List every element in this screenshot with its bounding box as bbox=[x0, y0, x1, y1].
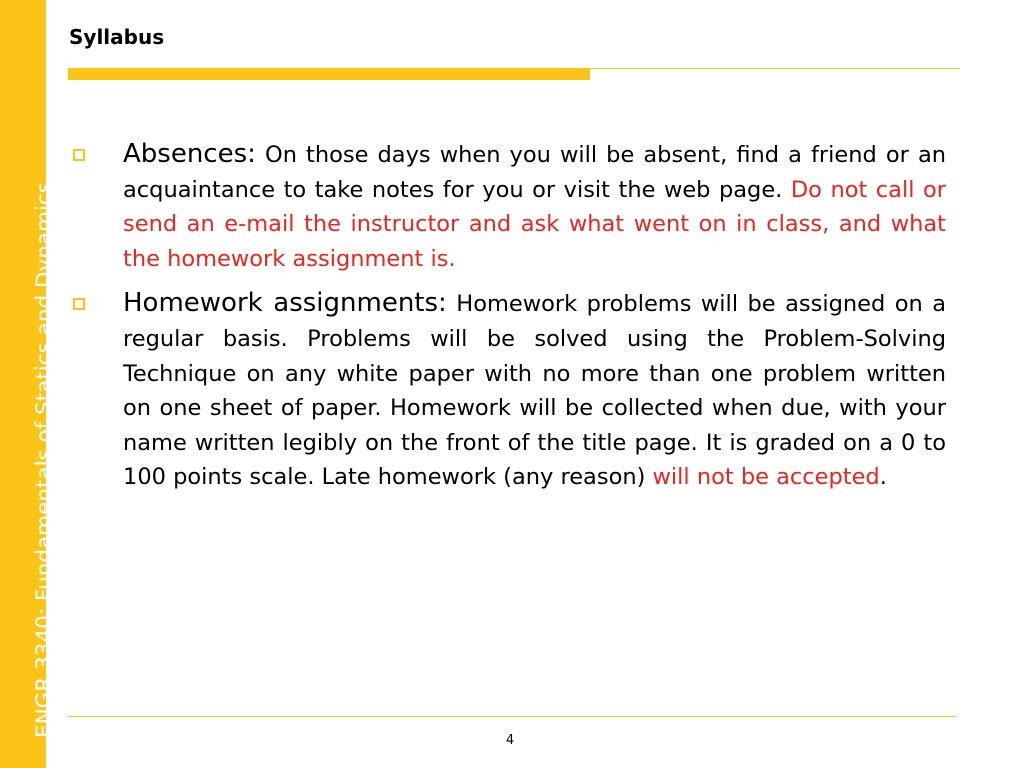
square-bullet-icon bbox=[73, 149, 85, 161]
bullet-heading: Homework assignments: bbox=[123, 288, 447, 319]
bullet-tail: . bbox=[879, 464, 887, 491]
bullet-text: On those days when you will be absent, find a friend or an acquaintance to take notes for you or visit the web page. bbox=[123, 142, 946, 203]
bullet-absences bbox=[70, 137, 946, 276]
bullet-text: Homework problems will be assigned on a regular basis. Problems will be solved using the Problem-Solving Technique on any white paper with no more than one problem written on one sheet of paper. Homework will be collected when due, with your name written legibly on the front of the title page. It is graded on a 0 to 100 points scale. Late homework (any reason) bbox=[123, 291, 946, 491]
bullet-warning: will not be accepted bbox=[652, 464, 880, 491]
course-label: ENGR 3340: Fundamentals of Statics and Dynamics bbox=[32, 182, 57, 738]
title-underline-thick bbox=[68, 68, 590, 80]
page-number: 4 bbox=[505, 733, 515, 748]
slide-content bbox=[70, 137, 946, 505]
square-bullet-icon bbox=[73, 298, 85, 310]
title-underline-thin bbox=[590, 68, 960, 69]
bullet-homework bbox=[70, 286, 946, 495]
bullet-warning: Do not call or send an e-mail the instructor and ask what went on in class, and what the homework assignment is. bbox=[123, 176, 946, 272]
footer-rule bbox=[68, 716, 956, 717]
slide-title: Syllabus bbox=[69, 25, 165, 49]
bullet-heading: Absences: bbox=[123, 139, 256, 169]
side-bar bbox=[0, 0, 57, 768]
